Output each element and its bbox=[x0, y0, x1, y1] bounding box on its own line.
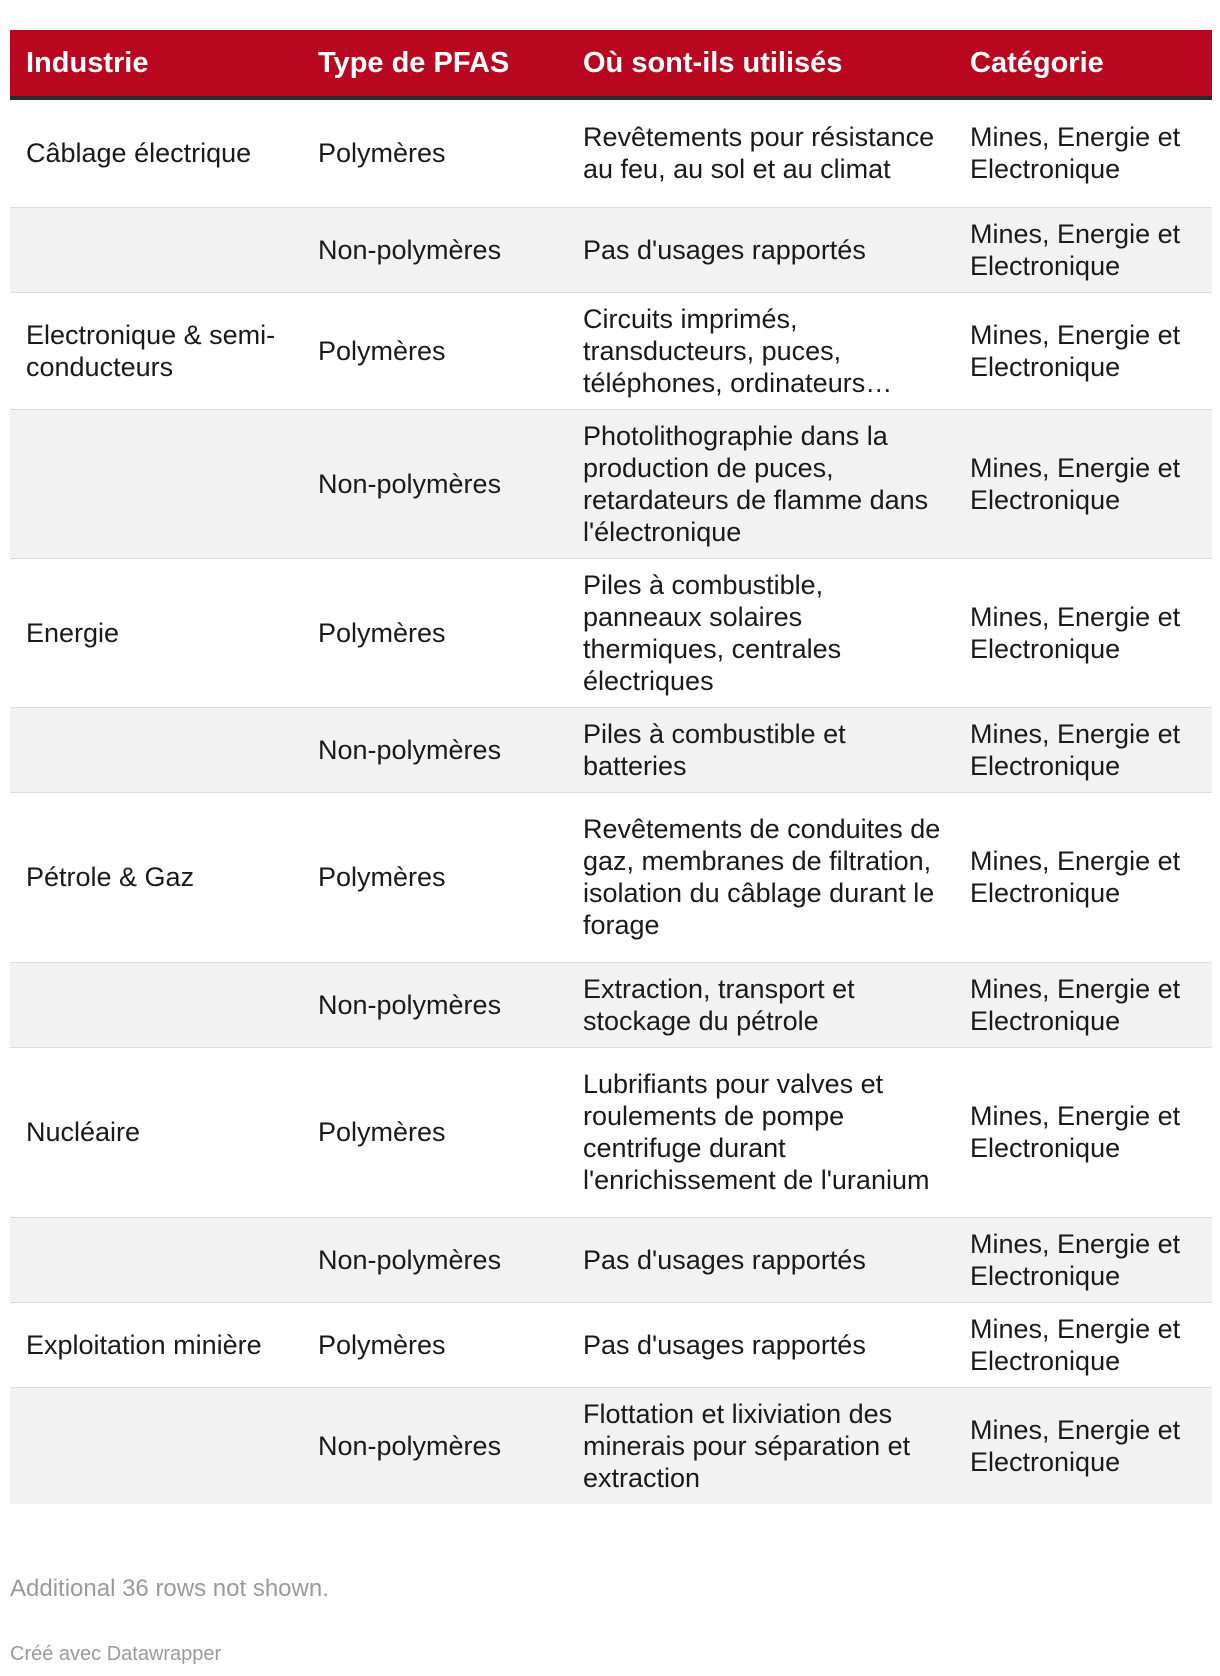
header-industrie[interactable]: Industrie bbox=[10, 30, 302, 98]
cell-usage: Revêtements de conduites de gaz, membranes de filtration, isolation du câblage durant le forage bbox=[567, 792, 954, 962]
cell-industrie: Energie bbox=[10, 558, 302, 707]
table-row bbox=[10, 207, 1212, 292]
cell-type: Non-polymères bbox=[302, 207, 567, 292]
cell-usage: Circuits imprimés, transducteurs, puces, téléphones, ordinateurs… bbox=[567, 292, 954, 409]
cell-categorie: Mines, Energie et Electronique bbox=[954, 962, 1212, 1047]
cell-industrie bbox=[10, 409, 302, 558]
cell-usage: Flottation et lixiviation des minerais pour séparation et extraction bbox=[567, 1387, 954, 1504]
cell-usage: Revêtements pour résistance au feu, au sol et au climat bbox=[567, 98, 954, 207]
cell-industrie bbox=[10, 1217, 302, 1302]
cell-industrie: Electronique & semi-conducteurs bbox=[10, 292, 302, 409]
cell-usage: Pas d'usages rapportés bbox=[567, 207, 954, 292]
cell-industrie bbox=[10, 962, 302, 1047]
cell-type: Non-polymères bbox=[302, 1217, 567, 1302]
table-row bbox=[10, 1387, 1212, 1504]
cell-categorie: Mines, Energie et Electronique bbox=[954, 207, 1212, 292]
cell-categorie: Mines, Energie et Electronique bbox=[954, 409, 1212, 558]
cell-categorie: Mines, Energie et Electronique bbox=[954, 558, 1212, 707]
cell-industrie bbox=[10, 1387, 302, 1504]
cell-type: Non-polymères bbox=[302, 962, 567, 1047]
cell-usage: Pas d'usages rapportés bbox=[567, 1217, 954, 1302]
cell-categorie: Mines, Energie et Electronique bbox=[954, 98, 1212, 207]
cell-usage: Piles à combustible, panneaux solaires thermiques, centrales électriques bbox=[567, 558, 954, 707]
cell-type: Non-polymères bbox=[302, 409, 567, 558]
cell-industrie: Exploitation minière bbox=[10, 1302, 302, 1387]
cell-type: Polymères bbox=[302, 98, 567, 207]
table-row bbox=[10, 792, 1212, 962]
cell-type: Polymères bbox=[302, 558, 567, 707]
cell-industrie: Nucléaire bbox=[10, 1047, 302, 1217]
cell-type: Polymères bbox=[302, 792, 567, 962]
table-row bbox=[10, 292, 1212, 409]
header-categorie[interactable]: Catégorie bbox=[954, 30, 1212, 98]
table-row bbox=[10, 409, 1212, 558]
header-usage[interactable]: Où sont-ils utilisés bbox=[567, 30, 954, 98]
cell-industrie: Câblage électrique bbox=[10, 98, 302, 207]
cell-type: Non-polymères bbox=[302, 1387, 567, 1504]
header-type-pfas[interactable]: Type de PFAS bbox=[302, 30, 567, 98]
cell-categorie: Mines, Energie et Electronique bbox=[954, 1217, 1212, 1302]
table-row bbox=[10, 1047, 1212, 1217]
table-row bbox=[10, 962, 1212, 1047]
cell-categorie: Mines, Energie et Electronique bbox=[954, 1302, 1212, 1387]
cell-industrie bbox=[10, 207, 302, 292]
table-body bbox=[10, 98, 1212, 1504]
cell-type: Non-polymères bbox=[302, 707, 567, 792]
header-row bbox=[10, 30, 1212, 98]
cell-usage: Photolithographie dans la production de puces, retardateurs de flamme dans l'électronique bbox=[567, 409, 954, 558]
table-row bbox=[10, 1302, 1212, 1387]
table-row bbox=[10, 98, 1212, 207]
cell-usage: Piles à combustible et batteries bbox=[567, 707, 954, 792]
rows-not-shown-note: Additional 36 rows not shown. bbox=[10, 1575, 329, 1602]
cell-type: Polymères bbox=[302, 1047, 567, 1217]
cell-categorie: Mines, Energie et Electronique bbox=[954, 1047, 1212, 1217]
table-row bbox=[10, 707, 1212, 792]
table-header bbox=[10, 30, 1212, 98]
cell-type: Polymères bbox=[302, 1302, 567, 1387]
cell-categorie: Mines, Energie et Electronique bbox=[954, 707, 1212, 792]
cell-categorie: Mines, Energie et Electronique bbox=[954, 792, 1212, 962]
cell-industrie bbox=[10, 707, 302, 792]
cell-usage: Extraction, transport et stockage du pétrole bbox=[567, 962, 954, 1047]
pfas-table bbox=[10, 30, 1212, 1504]
table-row bbox=[10, 558, 1212, 707]
cell-categorie: Mines, Energie et Electronique bbox=[954, 1387, 1212, 1504]
cell-usage: Pas d'usages rapportés bbox=[567, 1302, 954, 1387]
cell-type: Polymères bbox=[302, 292, 567, 409]
cell-industrie: Pétrole & Gaz bbox=[10, 792, 302, 962]
datawrapper-credit[interactable]: Créé avec Datawrapper bbox=[10, 1643, 222, 1665]
data-table-container bbox=[10, 30, 1212, 1504]
cell-usage: Lubrifiants pour valves et roulements de pompe centrifuge durant l'enrichissement de l'uranium bbox=[567, 1047, 954, 1217]
table-row bbox=[10, 1217, 1212, 1302]
cell-categorie: Mines, Energie et Electronique bbox=[954, 292, 1212, 409]
